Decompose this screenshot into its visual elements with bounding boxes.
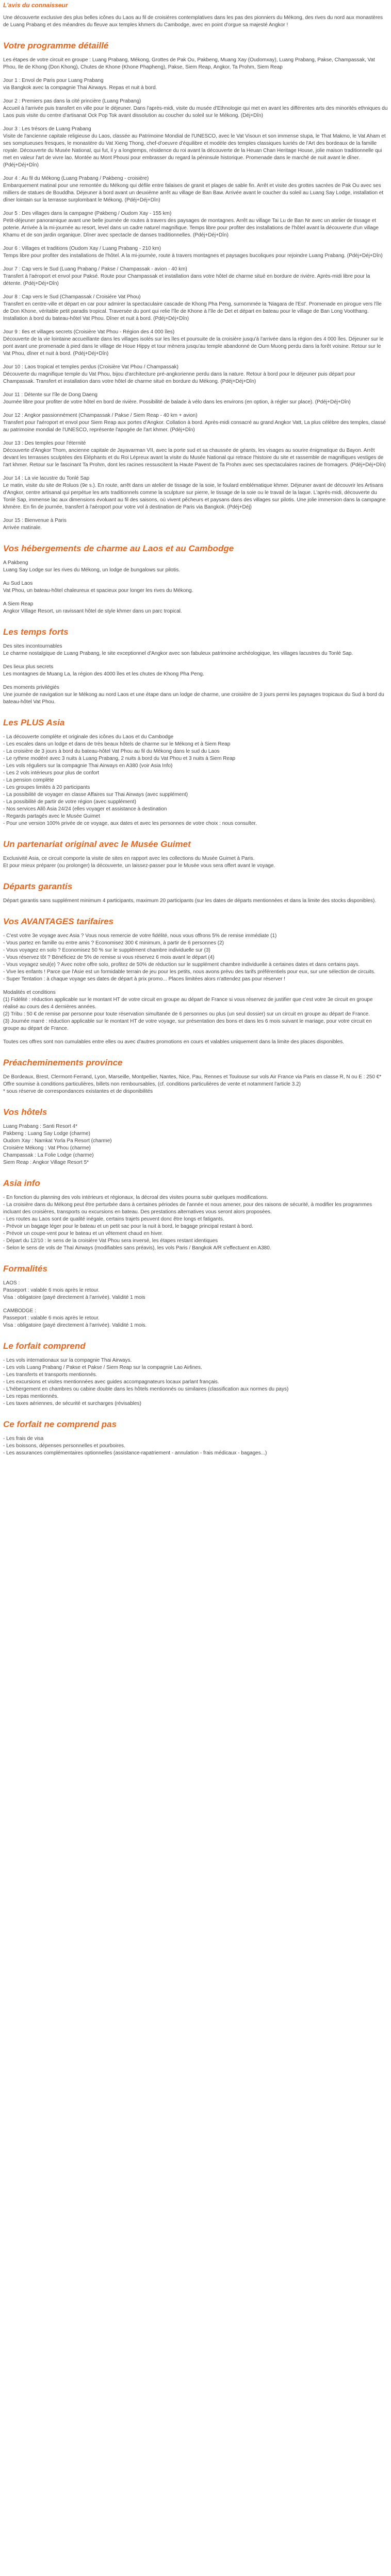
section-title-forfait-ne-comprend: Ce forfait ne comprend pas — [3, 1419, 117, 1429]
paragraph — [3, 475, 388, 511]
text-line: Transfert pour l'aéroport et envol pour Siem Reap aux portes d'Angkor. Collation à bord. Après-midi consacré au grand Angkor Vatt, La plus célèbre des temples, classé au patrimoine mondial de l'UNESCO, représente l'apogée de l'art khmer. (Pdéj+Dîn) — [3, 420, 386, 433]
text-line: - L'hébergement en chambres ou cabine double dans les hôtels mentionnés ou similaires (classification aux normes du pays) — [3, 1386, 289, 1392]
section-title-departs: Départs garantis — [3, 882, 73, 891]
paragraph — [3, 989, 388, 1032]
text-line: Luang Prabang : Santi Resort 4* — [3, 1124, 77, 1129]
text-line: Départ garantis sans supplément minimum 4 participants, maximum 20 participants (sur les dates de départs mentionnées et dans la limite des stocks disponibles). — [3, 898, 377, 904]
text-line: - Les vols réguliers sur la compagnie Thai Airways en A380 (voir Asia Info) — [3, 763, 173, 769]
text-line: Passeport : valable 6 mois après le retour. — [3, 1315, 100, 1321]
text-line: Journée libre pour profiter de votre hôtel en bord de rivière. Possibilité de balade à vélo dans les environs (en option, à régler sur place). (Pdéj+Déj+Dîn) — [3, 399, 351, 405]
text-line: Accueil à l'arrivée puis transfert en ville pour le déjeuner. Dans l'après-midi, visite du musée d'Ethnologie qui met en avant les différentes arts des minorités ethniques du Laos puis visite du centre d'artisanat Ock Pop Tok avant dissolution au coucher du soleil sur le Mékong. (Déj+Dîn) — [3, 106, 388, 118]
text-line: - Prévoir un coupe-vent pour le bateau et un vêtement chaud en hiver. — [3, 1231, 164, 1236]
paragraph — [3, 266, 388, 287]
text-line: Jour 10 : Laos tropical et temples perdus (Croisière Vat Phou / Champassak) — [3, 364, 178, 370]
text-line: Passeport : valable 6 mois après le retour. — [3, 1287, 100, 1293]
text-line: (3) Journée marré : réduction applicable sur le montant HT de votre voyage, sur présentation des bons et dans les 6 mois suivant le mariage, pour votre circuit en groupe au départ de France. — [3, 1019, 372, 1031]
text-line: Une découverte exclusive des plus belles icônes du Laos au fil de croisières contemplatives dans les pas des pionniers du Mékong, des rives du nord aux monastères de Luang Prabang et des méandres du fleuve aux temples khmers du Cambodge, avec en point d'orgue sa majesté Angkor ! — [3, 15, 383, 28]
paragraph — [3, 560, 388, 574]
text-line: Modalités et conditions — [3, 990, 56, 995]
section-title-programme: Votre programme détaillé — [3, 41, 109, 50]
text-line: Jour 7 : Cap vers le Sud (Luang Prabang / Pakse / Champassak - avion - 40 km) — [3, 266, 187, 272]
text-line: - Les groupes limités à 20 participants — [3, 785, 90, 790]
paragraph — [3, 175, 388, 204]
text-line: Offre soumise à conditions particulières, billets non remboursables, (cf. conditions particulières de vente et notamment l'article 3.2) — [3, 1081, 301, 1087]
text-line: - Les vols Luang Prabang / Pakse et Pakse / Siem Reap sur la compagnie Lao Airlines. — [3, 1365, 202, 1370]
text-line: Toutes ces offres sont non cumulables entre elles ou avec d'autres promotions en cours et valables uniquement dans la limite des places disponibles. — [3, 1039, 344, 1045]
text-line: - Vous réservez tôt ? Bénéficiez de 5% de remise si vous réservez 6 mois avant le départ (4) — [3, 955, 215, 960]
text-line: Jour 3 : Les trésors de Luang Prabang — [3, 126, 91, 132]
paragraph — [3, 210, 388, 239]
section-title-hebergements: Vos hébergements de charme au Laos et au Cambodge — [3, 544, 234, 553]
paragraph — [3, 517, 388, 532]
section-title-avis: L'avis du connaisseur — [3, 2, 68, 9]
text-line: - Les repas mentionnés. — [3, 1394, 59, 1399]
paragraph — [3, 1357, 388, 1408]
text-line: - Les transferts et transports mentionnés. — [3, 1372, 97, 1378]
paragraph — [3, 77, 388, 92]
text-line: Les étapes de votre circuit en groupe : Luang Prabang, Mékong, Grottes de Pak Ou, Pakbeng, Muang Xay (Oudomxay), Luang Prabang, Pakse, Champassak, Vat Phou, Ile de Khong (Don Khong), Chutes de Khone (Khone Phapheng), Pakse, Siem Reap, Angkor, Ta Prohm, Siem Reap — [3, 57, 375, 70]
text-line: Au Sud Laos — [3, 581, 33, 586]
paragraph — [3, 897, 388, 905]
text-line: (1) Fidélité : réduction applicable sur le montant HT de votre circuit en groupe au départ de France si vous réservez de justifier que c'est votre 3e circuit en groupe réalisé au cours des 4 dernières années. — [3, 997, 373, 1010]
paragraph — [3, 855, 388, 870]
text-line: - Les excursions et visites mentionnées avec guides accompagnateurs locaux parlant français. — [3, 1379, 219, 1385]
text-line: - Les assurances complémentaires optionnelles (assistance-rapatriement - annulation - frais médicaux - bagages...) — [3, 1450, 267, 1456]
section-title-info: Asia info — [3, 1178, 40, 1188]
text-line: Jour 2 : Premiers pas dans la cité princière (Luang Prabang) — [3, 98, 141, 104]
text-line: Visite de l'ancienne capitale religieuse du Laos, classée au Patrimoine Mondial de l'UNESCO, avec le Vat Visoun et son immense stupa, le That Makmo, le Vat Aham et ses somptueuses fresques, le monastère du Vat Xieng Thong, chef-d'oeuvre d'équilibre et modèle des temples classiques luxriés de l'Art des bordeaux de la famille royale. Découverte du Musée National, qui fut, il y a longtemps, résidence du roi avant la découverte de la Heuan Chan Heritage House, jolie maison traditionnelle qui met en valeur l'art de vivre lao. Montée au Mont Phousi pour embrasser du regard la péninsule historique. Promenade dans le marché de nuit avant le dîner. (Pdéj+Déj+Dîn) — [3, 133, 386, 168]
text-line: Découverte du magnifique temple du Vat Phou, bijou d'architecture pré-angkorienne perdu dans la nature. Retour à bord pour le déjeuner puis départ pour Champassak. Transfert et installation dans votre hôtel de charme situé en bordure du Mékong. (Pdéj+Déj+Dîn) — [3, 371, 355, 384]
text-line: Découverte de la vie lointaine accueillante dans les villages isolés sur les îles et poursuite de la croisière jusqu'à l'arrivée dans la région des 4 000 îles. Déjeuner sur le pont avant une promenade à pied dans le village de Houe Hippy et tour mènera jusqu'au temple abandonné de Oum Muong perdu dans la forêt voisine. Retour sur le Vat Phou, dîner et nuit à bord. (Pdéj+Déj+Dîn) — [3, 336, 384, 357]
text-line: Des sites incontournables — [3, 643, 62, 649]
paragraph — [3, 1074, 388, 1095]
text-line: - En fonction du planning des vols intérieurs et régionaux, la décroal des visites pourra subir quelques modifications. — [3, 1195, 268, 1200]
paragraph — [3, 664, 388, 678]
text-line: - Super Tentation : à chaque voyage ses dates de départ à prix promo... Places limitées alors n'attendez pas pour réserver ! — [3, 976, 286, 982]
text-line: Jour 5 : Des villages dans la campagne (Pakbeng / Oudom Xay - 155 km) — [3, 211, 172, 216]
text-line: - La pension complète — [3, 777, 54, 783]
text-line: Une journée de navigation sur le Mékong au nord Laos et une étape dans un lodge de charme, une croisière de 3 jours permi les paysages tropicaux du Sud à bord du bateau-hôtel Vat Phou. — [3, 692, 384, 705]
paragraph — [3, 1039, 388, 1046]
text-line: Temps libre pour profiter des installations de l'hôtel. A la mi-journée, route à travers montagnes et paysages bucoliques pour rejoindre Luang Prabang. (Pdéj+Déj+Dîn) — [3, 253, 383, 259]
text-line: Croisière Mékong : Vat Phou (charme) — [3, 1145, 91, 1151]
text-line: Luang Say Lodge sur les rives du Mékong, un lodge de bungalows sur pilotis. — [3, 567, 180, 573]
text-line: A Siem Reap — [3, 601, 34, 607]
paragraph — [3, 601, 388, 615]
text-line: - La croisière de 3 jours à bord du bateau-hôtel Vat Phou au fil du Mékong dans le sud du Laos — [3, 749, 220, 754]
text-line: Exclusivité Asia, ce circuit comporte la visite de sites en rapport avec les collections du Musée Guimet à Paris. — [3, 856, 255, 861]
paragraph — [3, 734, 388, 827]
section-title-temps-forts: Les temps forts — [3, 627, 69, 637]
text-line: Des moments privilégiés — [3, 685, 59, 690]
paragraph — [3, 643, 388, 657]
section-title-formalites: Formalités — [3, 1264, 47, 1274]
text-line: - Prévoir un bagage léger pour le bateau et un petit sac pour la nuit à bord, le bagage principal restant à bord. — [3, 1224, 253, 1229]
text-line: Angkor Village Resort, un ravissant hôtel de style khmer dans un parc tropical. — [3, 608, 182, 614]
text-line: Les montagnes de Muang La, la région des 4000 îles et les chutes de Khong Pha Peng. — [3, 671, 204, 677]
text-line: Arrivée matinale. — [3, 525, 42, 531]
text-line: LAOS : — [3, 1280, 20, 1286]
section-title-plus-asia: Les PLUS Asia — [3, 718, 65, 727]
text-line: Visa : obligatoire (payé directement à l'arrivée). Validité 1 mois. — [3, 1323, 147, 1328]
paragraph — [3, 1194, 388, 1252]
text-line: via Bangkok avec la compagnie Thai Airways. Repas et nuit à bord. — [3, 85, 157, 91]
paragraph — [3, 364, 388, 385]
text-line: Jour 11 : Détente sur l'île de Dong Daeng — [3, 392, 97, 398]
paragraph — [3, 684, 388, 706]
paragraph — [3, 14, 388, 29]
text-line: - Le rythme modéré avec 3 nuits à Luang Prabang, 2 nuits à bord du Vat Phou et 3 nuits à Siem Reap — [3, 756, 236, 761]
paragraph — [3, 1280, 388, 1301]
text-line: - Vous voyagez seul(e) ? Avec notre offre solo, profitez de 50% de réduction sur le supplément chambre individuelle à certaines dates et dans certains pays. — [3, 962, 360, 968]
text-line: * sous réserve de correspondances existantes et de disponibilités — [3, 1089, 153, 1094]
text-line: - Nos services Allô Asia 24/24 (elles voyager et assistance à destination — [3, 806, 167, 812]
text-line: - Départ du 12/10 : le sens de la croisière Vat Phou sera inversé, les étapes restant identiques — [3, 1238, 218, 1244]
text-line: - Vive les enfants ! Parce que l'Asie est un formidable terrain de jeu pour les petits, nous avons prévu des tarifs préférentiels pour eux, sur une sélection de circuits. — [3, 969, 376, 975]
text-line: - Les escales dans un lodge et dans de très beaux hôtels de charme sur le Mékong et à Siem Reap — [3, 741, 231, 747]
paragraph — [3, 98, 388, 120]
text-line: Siem Reap : Angkor Village Resort 5* — [3, 1160, 89, 1165]
text-line: Jour 13 : Des temples pour l'éternité — [3, 440, 86, 446]
text-line: Pakbeng : Luang Say Lodge (charme) — [3, 1131, 90, 1137]
text-line: - Les taxes aériennes, de sécurité et surcharges (révisables) — [3, 1401, 141, 1406]
paragraph — [3, 440, 388, 469]
text-line: - Les frais de visa — [3, 1436, 44, 1442]
text-line: (2) Tribu : 50 € de remise par personne pour toute réservation simultanée de 6 personnes ou plus (un seul dossier) sur un circuit en groupe au départ de France. — [3, 1011, 370, 1017]
text-line: Jour 6 : Villages et traditions (Oudom Xay / Luang Prabang - 210 km) — [3, 246, 161, 251]
paragraph — [3, 933, 388, 983]
text-line: De Bordeaux, Brest, Clermont-Ferrand, Lyon, Marseille, Montpellier, Nantes, Nice, Pau, Rennes et Toulouse sur vols Air France via Paris en classe R, N ou E : 250 €* — [3, 1074, 382, 1080]
section-title-avantages: Vos AVANTAGES tarifaires — [3, 917, 114, 926]
text-line: - Regards partagés avec le Musée Guimet — [3, 814, 100, 819]
text-line: - Vous partez en famille ou entre amis ? Economisez 300 € minimum, à partir de 6 personnes (2) — [3, 940, 224, 946]
text-line: - La découverte complète et originale des icônes du Laos et du Cambodge — [3, 734, 174, 740]
text-line: CAMBODGE : — [3, 1308, 36, 1314]
text-line: Visa : obligatoire (payé directement à l'arrivée). Validité 1 mois — [3, 1295, 145, 1300]
paragraph — [3, 392, 388, 406]
text-line: - C'est votre 3e voyage avec Asia ? Vous nous remercie de votre fidélité, nous vous offrons 5% de remise immédiate (1) — [3, 933, 277, 939]
text-line: Petit-déjeuner panoramique avant une belle journée de routes à travers des paysages de montagnes. Arrêt au village Tai Lu de Ban Nr avec un atelier de tissage et poterie. Arrivée à la mi-journée au resort, level dans un cadre naturel magnifique. Temps libre pour profiter des installations de l'hôtel avant la découverte d'un village Khamu et de son jardin organique. Dîner avec spectacle de danses traditionnelles. (Pdéj+Déj+Dîn) — [3, 218, 379, 238]
paragraph — [3, 412, 388, 434]
paragraph — [3, 126, 388, 169]
text-line: Jour 12 : Angkor passionnément (Champassak / Pakse / Siem Reap - 40 km + avion) — [3, 413, 198, 418]
text-line: Jour 14 : La vie lacustre du Tonlé Sap — [3, 476, 90, 481]
text-line: - Les boissons, dépenses personnelles et pourboires. — [3, 1443, 125, 1449]
text-line: A Pakbeng — [3, 560, 28, 566]
text-line: Des lieux plus secrets — [3, 664, 54, 670]
text-line: Embarquement matinal pour une remontée du Mékong qui défile entre falaises de granit et plages de sable fin. Arrêt et visite des grottes sacrées de Pak Ou avec ses milliers de statues de Bouddha. Déjeuner à bord avant un deuxième arrêt au village de Ban Baw. Arrivée avant le coucher du soleil au Luang Say Lodge, installation et dîner lointain sur la terrasse surplombant le Mékong. (Pdéj+Déj+Dîn) — [3, 183, 384, 203]
paragraph — [3, 57, 388, 71]
text-line: - Les vols internationaux sur la compagnie Thai Airways. — [3, 1358, 132, 1363]
text-line: Découverte d'Angkor Thom, ancienne capitale de Jayavarman VII, avec la porte sud et sa chaussée de géants, les visages au sourire énigmatique du Bayon. Arrêt devant les terrasses sculptées des Eléphants et du Roi Lépreux avant la visite du Musée National qui retrace l'histoire du site et rassemble de magnifiques vestiges de l'art khmer. Retour sur le fascinant Ta Prohm, dont les racines ressuscitent la Haute Pavent de Ta Prohm avec ses spectaculaires racines de fromagers. (Pdéj+Déj+Dîn) — [3, 448, 386, 468]
text-line: - Pour une version 100% privée de ce voyage, aux dates et avec les personnes de votre choix : nous consulter. — [3, 821, 257, 826]
section-title-preacheminements: Préacheminements province — [3, 1058, 123, 1067]
section-title-hotels: Vos hôtels — [3, 1107, 47, 1117]
text-line: - La croisière dans du Mékong peut être perturbée dans à certaines périodes de l'année et nous amener, pour des raisons de sécurité, à modifier les programmes incluant des croisières, transports ou excursions en bateau. Des prestations alternatives vous seront alors proposées. — [3, 1202, 372, 1215]
paragraph — [3, 294, 388, 323]
paragraph — [3, 329, 388, 358]
text-line: - La possibilité de partir de votre région (avec supplément) — [3, 799, 136, 805]
text-line: Le charme nostalgique de Luang Prabang, le site exceptionnel d'Angkor avec son fabuleux patrimoine archéologique, les villages lacustres du Tonlé Sap. — [3, 651, 353, 656]
text-line: - Vous voyagez en solo ? Economisez 50 % sur le supplément chambre individuelle sur (3) — [3, 947, 210, 953]
section-title-forfait-comprend: Le forfait comprend — [3, 1341, 86, 1351]
text-line: - Les routes au Laos sont de qualité inégale, certains trajets peuvent donc être longs et fatigants. — [3, 1216, 224, 1222]
paragraph — [3, 245, 388, 260]
text-line: Le matin, visite du site de Roluos (9e s.). En route, arrêt dans un atelier de tissage de la soie, le foulard emblématique khmer. Déjeuner avant de découvrir les Artisans d'Angkor, centre artisanal qui perpétue les arts traditionnels comme la sculpture sur pierre, le tissage de la soie ou le travail de la laque. L'après-midi, découverte du Tonlé Sap, immense lac aux dimensions évoluant au fil des saisons, où vivent pêcheurs et paysans dans des villages sur pilotis. Une jolie immersion dans la campagne khmère. En fin de journée, transfert à l'aéroport pour votre vol à destination de Paris via Bangkok. (Pdéj+Déj) — [3, 483, 386, 510]
text-line: Jour 8 : Cap vers le Sud (Champassak / Croisière Vat Phou) — [3, 294, 141, 300]
text-line: Champassak : La Folie Lodge (charme) — [3, 1153, 94, 1158]
text-line: Jour 9 : Iles et villages secrets (Croisière Vat Phou - Région des 4 000 îles) — [3, 329, 175, 335]
text-line: Jour 15 : Bienvenue à Paris — [3, 518, 67, 523]
paragraph — [3, 1308, 388, 1329]
text-line: Jour 1 : Envol de Paris pour Luang Prabang — [3, 78, 104, 83]
text-line: Et pour mieux préparer (ou prolonger) la découverte, un laissez-passer pour le Musée vous sera offert avant le voyage. — [3, 863, 275, 869]
text-line: - La possibilité de voyager en classe Affaires sur Thai Airways (avec supplément) — [3, 792, 188, 798]
paragraph — [3, 1123, 388, 1166]
text-line: Oudom Xay : Namkat Yorla Pa Resort (charme) — [3, 1138, 112, 1144]
section-title-guimet: Un partenariat original avec le Musée Guimet — [3, 839, 191, 849]
paragraph — [3, 580, 388, 595]
text-line: Vat Phou, un bateau-hôtel chaleureux et spacieux pour longer les rives du Mékong. — [3, 588, 193, 594]
text-line: Transfert en centre-ville et départ en car pour admirer la spectaculaire cascade de Khong Pha Peng, surnommée la 'Niagara de l'Est'. Promenade en pirogue vers l'île de Don Khone, véritable petit paradis tropical. Traversée du pont qui relie l'île de Khone à l'île de Det et départ en bateau pour le village de Ban Long Vootthang. Installation à bord du bateau-hôtel Vat Phou. Dîner et nuit à bord. (Pdéj+Déj+Dîn) — [3, 301, 382, 321]
text-line: Jour 4 : Au fil du Mékong (Luang Prabang / Pakbeng - croisière) — [3, 176, 149, 181]
text-line: Transfert à l'aéroport et envol pour Paksé. Route pour Champassak et installation dans votre hôtel de charme situé en bordure de rivière. Après-midi libre pour la détente. (Pdéj+Déj+Dîn) — [3, 274, 370, 286]
text-line: - Selon le sens de vols de Thaï Airways (modifiables sans préavis), les vols Paris / Bangkok A/R s'effectuent en A380. — [3, 1245, 271, 1251]
text-line: - Les 2 vols intérieurs pour plus de confort — [3, 770, 100, 776]
paragraph — [3, 1435, 388, 1457]
